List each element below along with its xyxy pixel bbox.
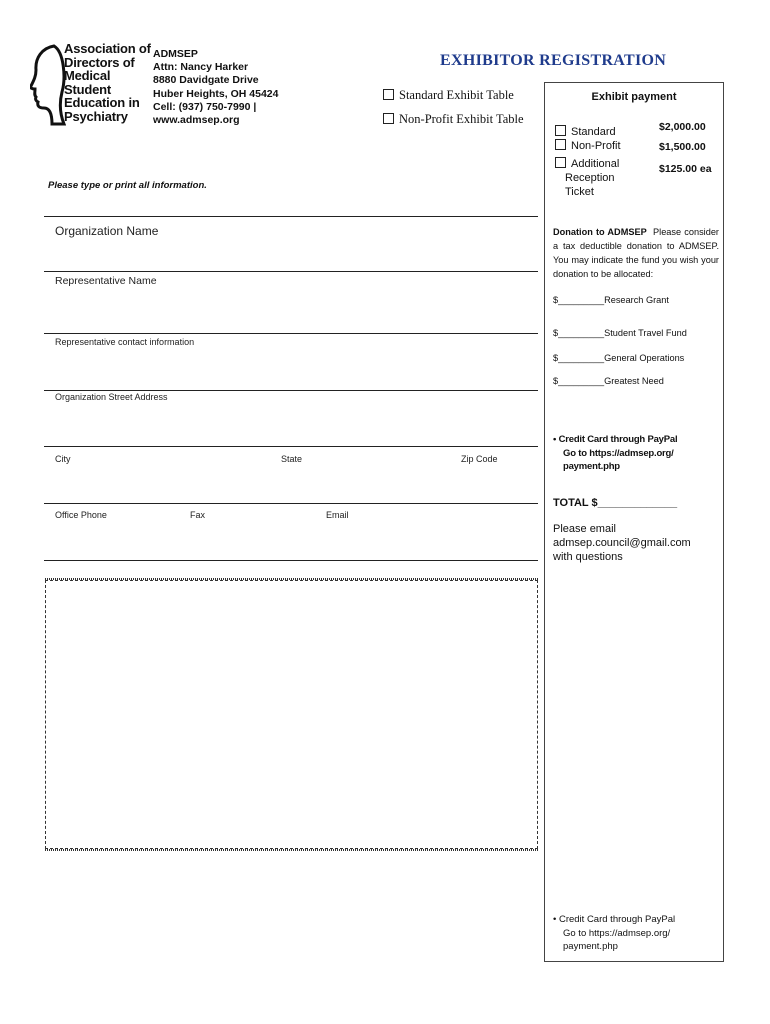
bullet-icon: • bbox=[553, 914, 559, 925]
logo-line-5: Education in bbox=[64, 95, 140, 110]
bullet-icon: • bbox=[553, 434, 559, 445]
logo-wordmark bbox=[64, 42, 151, 123]
option-label: Standard Exhibit Table bbox=[399, 88, 514, 102]
payment-option-additional[interactable] bbox=[555, 157, 619, 199]
label-fax: Fax bbox=[190, 510, 206, 520]
paypal-line-1: Credit Card through PayPal bbox=[558, 434, 678, 445]
payment-panel bbox=[544, 82, 724, 962]
blank-dashed-box bbox=[45, 580, 538, 849]
contact-city: Huber Heights, OH 45424 bbox=[153, 87, 279, 100]
donation-lead: Donation to ADMSEP bbox=[553, 227, 647, 237]
checkbox-icon[interactable] bbox=[555, 157, 566, 168]
instruction-text: Please type or print all information. bbox=[48, 180, 207, 191]
fund-greatest-need[interactable]: $_________Greatest Need bbox=[553, 376, 664, 386]
checkbox-icon[interactable] bbox=[383, 113, 394, 124]
field-street-address[interactable] bbox=[44, 446, 538, 447]
paypal-instructions bbox=[553, 433, 677, 474]
payment-option-label-3: Ticket bbox=[565, 186, 594, 198]
logo-line-4: Student bbox=[64, 81, 111, 97]
payment-option-label: Non-Profit bbox=[571, 140, 621, 152]
email-note bbox=[553, 522, 691, 564]
logo-line-1: Association of bbox=[64, 41, 151, 56]
total-line[interactable] bbox=[553, 497, 677, 509]
label-zip-code: Zip Code bbox=[461, 454, 498, 464]
paypal-line-3[interactable]: payment.php bbox=[563, 461, 620, 472]
option-label: Non-Profit Exhibit Table bbox=[399, 112, 524, 126]
paypal-line-2[interactable]: Go to https://admsep.org/ bbox=[563, 447, 674, 459]
price-nonprofit: $1,500.00 bbox=[659, 141, 706, 153]
payment-option-label: Additional bbox=[571, 158, 620, 170]
price-additional: $125.00 ea bbox=[659, 163, 712, 175]
payment-option-nonprofit[interactable] bbox=[555, 139, 621, 153]
fund-general-operations[interactable]: $_________General Operations bbox=[553, 353, 685, 363]
field-organization-name[interactable] bbox=[44, 271, 538, 272]
paypal-bottom-line-2[interactable]: Go to https://admsep.org/ bbox=[563, 927, 671, 939]
field-representative-name[interactable] bbox=[44, 333, 538, 334]
label-state: State bbox=[281, 454, 303, 464]
field-phone-fax-email[interactable] bbox=[44, 560, 538, 561]
contact-web[interactable]: www.admsep.org bbox=[153, 114, 240, 127]
paypal-instructions-bottom bbox=[553, 913, 675, 954]
payment-title: Exhibit payment bbox=[591, 91, 677, 103]
email-note-line-3: with questions bbox=[553, 551, 623, 563]
fund-student-travel[interactable]: $_________Student Travel Fund bbox=[553, 328, 687, 338]
contact-block bbox=[153, 48, 278, 127]
checkbox-icon[interactable] bbox=[383, 89, 394, 100]
contact-cell: Cell: (937) 750-7990 | bbox=[153, 100, 257, 113]
checkbox-icon[interactable] bbox=[555, 125, 566, 136]
donation-paragraph bbox=[553, 225, 719, 281]
payment-option-label-2: Reception bbox=[565, 172, 615, 184]
label-city: City bbox=[55, 454, 71, 464]
label-street-address: Organization Street Address bbox=[55, 392, 168, 402]
label-representative-name: Representative Name bbox=[55, 275, 157, 287]
total-label: TOTAL $_____________ bbox=[553, 497, 678, 509]
option-standard-exhibit-table[interactable] bbox=[383, 88, 514, 103]
logo-line-6: Psychiatry bbox=[64, 108, 128, 124]
label-organization-name: Organization Name bbox=[55, 224, 159, 238]
label-representative-contact: Representative contact information bbox=[55, 337, 195, 347]
checkbox-icon[interactable] bbox=[555, 139, 566, 150]
label-office-phone: Office Phone bbox=[55, 510, 107, 520]
email-note-line-2[interactable]: admsep.council@gmail.com bbox=[553, 537, 691, 549]
field-representative-contact[interactable] bbox=[44, 390, 538, 391]
logo-line-3: Medical bbox=[64, 68, 111, 83]
paypal-bottom-line-3[interactable]: payment.php bbox=[563, 941, 618, 952]
email-note-line-1: Please email bbox=[553, 523, 616, 535]
label-email: Email bbox=[326, 510, 349, 520]
page-title: EXHIBITOR REGISTRATION bbox=[440, 52, 667, 69]
form-divider bbox=[44, 216, 538, 217]
payment-option-standard[interactable] bbox=[555, 125, 616, 139]
logo-line-2: Directors of bbox=[64, 54, 135, 70]
field-city-state-zip[interactable] bbox=[44, 503, 538, 504]
contact-org: ADMSEP bbox=[153, 48, 198, 60]
paypal-bottom-line-1: Credit Card through PayPal bbox=[558, 914, 676, 925]
contact-attn: Attn: Nancy Harker bbox=[153, 61, 249, 74]
donation-text: Please consider a tax deductible donation to ADMSEP. You may indicate the fund you wish your donation to be allocated: bbox=[553, 227, 719, 279]
payment-option-label: Standard bbox=[571, 126, 616, 138]
price-standard: $2,000.00 bbox=[659, 121, 706, 133]
contact-street: 8880 Davidgate Drive bbox=[153, 74, 259, 87]
fund-research-grant[interactable]: $_________Research Grant bbox=[553, 295, 669, 305]
option-nonprofit-exhibit-table[interactable] bbox=[383, 112, 524, 127]
logo-head-silhouette-icon bbox=[30, 44, 66, 126]
